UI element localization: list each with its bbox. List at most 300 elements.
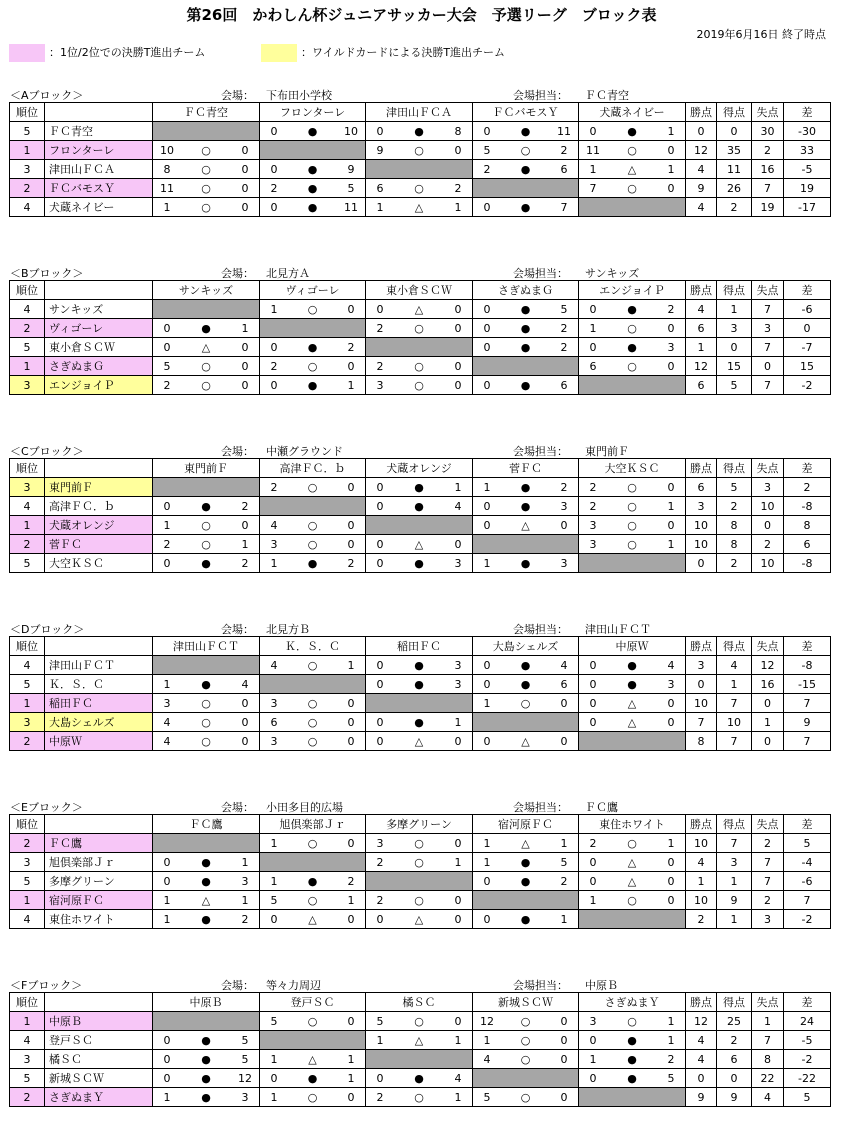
match-result xyxy=(473,1050,579,1069)
result-mark: ○ xyxy=(201,518,211,532)
team-name: 宿河原ＦＣ xyxy=(45,891,153,910)
score-against: 3 xyxy=(454,556,462,570)
opponent-header: 中原Ｗ xyxy=(579,637,686,656)
score-against: 5 xyxy=(241,1052,249,1066)
team-name: 橘ＳＣ xyxy=(45,1050,153,1069)
team-row xyxy=(10,1012,831,1031)
goal-diff-cell: -17 xyxy=(784,198,831,217)
self-match-cell xyxy=(153,656,260,675)
result-mark: ● xyxy=(307,1071,318,1085)
points-cell: 9 xyxy=(686,179,717,198)
match-score xyxy=(372,500,466,513)
score-against: 2 xyxy=(241,912,249,926)
legend-yellow xyxy=(261,44,505,62)
score-against: 0 xyxy=(667,855,675,869)
rank-cell: 3 xyxy=(10,478,45,497)
score-for: 2 xyxy=(376,321,384,335)
points-cell: 12 xyxy=(686,141,717,160)
score-against: 0 xyxy=(560,1090,568,1104)
result-mark: ● xyxy=(307,124,318,138)
score-for: 11 xyxy=(586,143,600,157)
goal-diff-header: 差 xyxy=(784,459,831,478)
opponent-header: ヴィゴーレ xyxy=(260,281,366,300)
goal-diff-cell: -2 xyxy=(784,1050,831,1069)
team-header xyxy=(45,815,153,834)
result-mark: △ xyxy=(414,912,424,926)
score-for: 0 xyxy=(483,302,491,316)
goals-against-cell: 1 xyxy=(752,713,784,732)
result-mark: ○ xyxy=(414,893,424,907)
legend-pink xyxy=(9,44,205,62)
result-mark: ○ xyxy=(414,359,424,373)
score-against: 1 xyxy=(667,1033,675,1047)
result-mark: ● xyxy=(201,499,211,513)
result-mark: △ xyxy=(521,836,530,850)
goals-for-cell: 5 xyxy=(717,478,752,497)
self-match-cell xyxy=(260,497,366,516)
score-against: 3 xyxy=(454,677,462,691)
goal-diff-cell: -6 xyxy=(784,872,831,891)
result-mark: ● xyxy=(520,200,531,214)
match-score xyxy=(479,144,572,157)
match-result xyxy=(366,1012,473,1031)
team-name: 新城ＳＣＷ xyxy=(45,1069,153,1088)
team-name: 津田山ＦＣＴ xyxy=(45,656,153,675)
points-cell: 8 xyxy=(686,732,717,751)
opponent-header: 中原Ｂ xyxy=(153,993,260,1012)
match-result xyxy=(153,376,260,395)
team-row xyxy=(10,732,831,751)
block-table xyxy=(9,636,831,751)
match-result xyxy=(366,497,473,516)
rank-cell: 1 xyxy=(10,357,45,376)
match-score xyxy=(372,735,466,748)
result-mark: ● xyxy=(627,1052,637,1066)
goals-for-cell: 0 xyxy=(717,338,752,357)
result-mark: ○ xyxy=(520,696,531,710)
goals-against-cell: 7 xyxy=(752,300,784,319)
team-row xyxy=(10,1088,831,1107)
team-row xyxy=(10,554,831,573)
score-for: 0 xyxy=(483,658,491,672)
match-result xyxy=(153,732,260,751)
opponent-header: 稲田ＦＣ xyxy=(366,637,473,656)
score-against: 0 xyxy=(454,359,462,373)
score-for: 1 xyxy=(163,677,171,691)
match-score xyxy=(266,201,359,214)
legend-pink-text: ：1位/2位での決勝T進出チーム xyxy=(49,46,206,59)
match-score xyxy=(159,500,253,513)
team-name: 高津ＦＣ．ｂ xyxy=(45,497,153,516)
score-for: 1 xyxy=(163,912,171,926)
goal-diff-cell: 8 xyxy=(784,516,831,535)
result-mark: ● xyxy=(414,715,424,729)
match-score xyxy=(372,201,466,214)
team-name: ＦＣバモスＹ xyxy=(45,179,153,198)
legend-pink-swatch xyxy=(9,44,45,62)
result-mark: △ xyxy=(201,893,211,907)
result-mark: ○ xyxy=(520,143,531,157)
match-score xyxy=(266,894,359,907)
score-for: 0 xyxy=(376,537,384,551)
team-row xyxy=(10,656,831,675)
manager-name: ＦＣ青空 xyxy=(585,89,629,102)
score-for: 5 xyxy=(483,1090,491,1104)
goals-for-cell: 7 xyxy=(717,834,752,853)
score-for: 0 xyxy=(163,1052,171,1066)
score-for: 5 xyxy=(163,359,171,373)
result-mark: △ xyxy=(627,874,637,888)
match-result xyxy=(366,141,473,160)
page-title: 第26回 かわしん杯ジュニアサッカー大会 予選リーグ ブロック表 xyxy=(186,6,657,24)
score-for: 1 xyxy=(483,696,491,710)
match-score xyxy=(585,716,679,729)
result-mark: ○ xyxy=(307,518,318,532)
score-for: 0 xyxy=(163,1033,171,1047)
match-result xyxy=(260,478,366,497)
team-header xyxy=(45,993,153,1012)
header-row xyxy=(10,459,831,478)
self-match-cell xyxy=(579,1088,686,1107)
team-row xyxy=(10,300,831,319)
score-for: 1 xyxy=(589,893,597,907)
match-result xyxy=(260,834,366,853)
points-cell: 4 xyxy=(686,160,717,179)
manager-name: 津田山ＦＣＴ xyxy=(585,623,651,636)
self-match-cell xyxy=(153,834,260,853)
goals-against-cell: 2 xyxy=(752,891,784,910)
score-for: 1 xyxy=(270,1090,278,1104)
match-score xyxy=(159,360,253,373)
score-against: 2 xyxy=(347,874,355,888)
team-name: 登戸ＳＣ xyxy=(45,1031,153,1050)
match-result xyxy=(579,1069,686,1088)
team-name: さぎぬまＹ xyxy=(45,1088,153,1107)
match-result xyxy=(366,910,473,929)
goals-for-cell: 0 xyxy=(717,1069,752,1088)
match-result xyxy=(473,141,579,160)
goal-diff-cell: 24 xyxy=(784,1012,831,1031)
goal-diff-cell: -5 xyxy=(784,1031,831,1050)
match-result xyxy=(579,357,686,376)
score-against: 0 xyxy=(241,340,249,354)
goals-against-cell: 7 xyxy=(752,872,784,891)
self-match-cell xyxy=(153,122,260,141)
match-result xyxy=(366,891,473,910)
team-name: フロンターレ xyxy=(45,141,153,160)
result-mark: △ xyxy=(414,302,424,316)
score-against: 0 xyxy=(560,696,568,710)
match-score xyxy=(159,913,253,926)
goals-for-cell: 4 xyxy=(717,656,752,675)
match-score xyxy=(159,538,253,551)
manager-name: ＦＣ鷹 xyxy=(585,801,618,814)
score-against: 0 xyxy=(347,836,355,850)
match-score xyxy=(372,1015,466,1028)
score-for: 0 xyxy=(483,912,491,926)
score-against: 1 xyxy=(667,1014,675,1028)
score-for: 1 xyxy=(483,1033,491,1047)
venue-name: 下布田小学校 xyxy=(266,89,332,102)
match-result xyxy=(366,713,473,732)
match-result xyxy=(366,179,473,198)
team-name: 旭倶楽部Ｊｒ xyxy=(45,853,153,872)
team-row xyxy=(10,357,831,376)
team-name: 犬蔵ネイビー xyxy=(45,198,153,217)
goals-for-cell: 25 xyxy=(717,1012,752,1031)
points-cell: 0 xyxy=(686,675,717,694)
result-mark: ● xyxy=(201,855,211,869)
score-for: 0 xyxy=(589,696,597,710)
score-against: 10 xyxy=(344,124,358,138)
result-mark: ● xyxy=(520,658,531,672)
result-mark: ● xyxy=(201,1033,211,1047)
goals-against-cell: 3 xyxy=(752,910,784,929)
match-score xyxy=(372,144,466,157)
match-score xyxy=(159,678,253,691)
score-for: 2 xyxy=(483,162,491,176)
score-against: 3 xyxy=(241,874,249,888)
goals-against-cell: 12 xyxy=(752,656,784,675)
match-result xyxy=(473,910,579,929)
score-for: 5 xyxy=(376,1014,384,1028)
rank-cell: 5 xyxy=(10,122,45,141)
score-against: 0 xyxy=(560,1014,568,1028)
self-match-cell xyxy=(366,872,473,891)
score-against: 1 xyxy=(241,855,249,869)
team-row xyxy=(10,376,831,395)
score-against: 6 xyxy=(560,162,568,176)
match-result xyxy=(260,1050,366,1069)
score-for: 1 xyxy=(163,518,171,532)
match-score xyxy=(159,182,253,195)
goals-against-cell: 7 xyxy=(752,376,784,395)
score-for: 1 xyxy=(270,874,278,888)
points-cell: 6 xyxy=(686,478,717,497)
score-against: 0 xyxy=(241,518,249,532)
match-result xyxy=(260,122,366,141)
match-result xyxy=(366,675,473,694)
venue-label: 会場： xyxy=(221,267,254,280)
score-for: 0 xyxy=(376,677,384,691)
match-score xyxy=(266,1072,359,1085)
score-against: 0 xyxy=(241,181,249,195)
score-for: 0 xyxy=(483,874,491,888)
match-result xyxy=(473,497,579,516)
match-result xyxy=(153,179,260,198)
result-mark: ○ xyxy=(307,715,318,729)
points-cell: 4 xyxy=(686,853,717,872)
score-against: 4 xyxy=(560,658,568,672)
match-score xyxy=(372,678,466,691)
rank-cell: 4 xyxy=(10,910,45,929)
goals-for-cell: 7 xyxy=(717,732,752,751)
match-result xyxy=(473,656,579,675)
team-row xyxy=(10,122,831,141)
goals-against-cell: 10 xyxy=(752,554,784,573)
points-cell: 1 xyxy=(686,872,717,891)
self-match-cell xyxy=(260,141,366,160)
opponent-header: ＦＣ鷹 xyxy=(153,815,260,834)
goal-diff-cell: -2 xyxy=(784,376,831,395)
score-against: 0 xyxy=(347,734,355,748)
match-score xyxy=(479,163,572,176)
result-mark: ○ xyxy=(307,359,318,373)
result-mark: ● xyxy=(414,499,424,513)
goals-for-cell: 2 xyxy=(717,497,752,516)
result-mark: △ xyxy=(201,340,211,354)
match-result xyxy=(153,1031,260,1050)
self-match-cell xyxy=(473,713,579,732)
score-against: 0 xyxy=(560,1052,568,1066)
self-match-cell xyxy=(579,198,686,217)
points-cell: 12 xyxy=(686,357,717,376)
goals-against-cell: 2 xyxy=(752,535,784,554)
goals-against-cell: 16 xyxy=(752,160,784,179)
block-table xyxy=(9,992,831,1107)
rank-cell: 4 xyxy=(10,300,45,319)
self-match-cell xyxy=(473,357,579,376)
points-cell: 0 xyxy=(686,1069,717,1088)
block-header xyxy=(10,799,830,813)
result-mark: ● xyxy=(520,912,531,926)
points-header: 勝点 xyxy=(686,637,717,656)
score-against: 3 xyxy=(667,677,675,691)
self-match-cell xyxy=(473,535,579,554)
score-for: 12 xyxy=(480,1014,494,1028)
score-against: 9 xyxy=(347,162,355,176)
venue-name: 中瀬グラウンド xyxy=(266,445,343,458)
header-row xyxy=(10,103,831,122)
score-against: 2 xyxy=(560,143,568,157)
match-result xyxy=(579,1012,686,1031)
update-date: 2019年6月16日 終了時点 xyxy=(696,28,826,41)
score-against: 0 xyxy=(560,518,568,532)
match-score xyxy=(479,481,572,494)
team-row xyxy=(10,160,831,179)
goals-against-cell: 0 xyxy=(752,694,784,713)
match-score xyxy=(479,837,572,850)
match-score xyxy=(372,894,466,907)
result-mark: ○ xyxy=(307,893,318,907)
goals-against-cell: 16 xyxy=(752,675,784,694)
match-score xyxy=(372,538,466,551)
match-score xyxy=(372,303,466,316)
score-against: 0 xyxy=(241,359,249,373)
match-score xyxy=(585,341,679,354)
block-header xyxy=(10,87,830,101)
score-against: 1 xyxy=(560,912,568,926)
team-name: 菅ＦＣ xyxy=(45,535,153,554)
points-cell: 10 xyxy=(686,891,717,910)
match-score xyxy=(372,557,466,570)
result-mark: ○ xyxy=(307,1014,318,1028)
score-against: 11 xyxy=(344,200,358,214)
result-mark: ● xyxy=(627,340,637,354)
score-for: 0 xyxy=(483,677,491,691)
rank-header: 順位 xyxy=(10,103,45,122)
match-score xyxy=(585,1034,679,1047)
goals-against-cell: 0 xyxy=(752,516,784,535)
rank-cell: 1 xyxy=(10,516,45,535)
match-score xyxy=(585,125,679,138)
score-for: 0 xyxy=(376,302,384,316)
score-for: 0 xyxy=(270,124,278,138)
match-result xyxy=(153,497,260,516)
score-against: 0 xyxy=(667,143,675,157)
goals-against-header: 失点 xyxy=(752,993,784,1012)
score-for: 1 xyxy=(483,836,491,850)
result-mark: ○ xyxy=(627,499,637,513)
points-cell: 0 xyxy=(686,554,717,573)
match-result xyxy=(473,319,579,338)
points-header: 勝点 xyxy=(686,459,717,478)
result-mark: ● xyxy=(520,302,531,316)
team-name: 東門前Ｆ xyxy=(45,478,153,497)
match-result xyxy=(153,1088,260,1107)
goals-against-cell: 3 xyxy=(752,319,784,338)
self-match-cell xyxy=(366,160,473,179)
score-for: 5 xyxy=(270,893,278,907)
match-score xyxy=(266,379,359,392)
score-against: 0 xyxy=(241,715,249,729)
rank-cell: 1 xyxy=(10,694,45,713)
opponent-header: 宿河原ＦＣ xyxy=(473,815,579,834)
match-score xyxy=(372,913,466,926)
score-against: 11 xyxy=(557,124,571,138)
score-for: 0 xyxy=(376,556,384,570)
match-result xyxy=(153,910,260,929)
team-name: 大島シェルズ xyxy=(45,713,153,732)
result-mark: ● xyxy=(307,378,318,392)
score-for: 2 xyxy=(376,855,384,869)
match-score xyxy=(266,716,359,729)
team-row xyxy=(10,910,831,929)
match-score xyxy=(266,538,359,551)
goal-diff-cell: 9 xyxy=(784,713,831,732)
team-row xyxy=(10,179,831,198)
result-mark: ○ xyxy=(307,480,318,494)
points-cell: 3 xyxy=(686,656,717,675)
goal-diff-header: 差 xyxy=(784,103,831,122)
goal-diff-cell: -4 xyxy=(784,853,831,872)
match-score xyxy=(159,144,253,157)
goal-diff-cell: -22 xyxy=(784,1069,831,1088)
result-mark: ● xyxy=(307,181,318,195)
score-for: 1 xyxy=(483,855,491,869)
match-score xyxy=(159,201,253,214)
score-against: 8 xyxy=(454,124,462,138)
score-against: 1 xyxy=(667,124,675,138)
match-score xyxy=(479,856,572,869)
match-score xyxy=(479,303,572,316)
match-score xyxy=(266,125,359,138)
result-mark: ● xyxy=(201,677,211,691)
score-against: 0 xyxy=(347,518,355,532)
score-against: 0 xyxy=(667,874,675,888)
score-against: 0 xyxy=(347,359,355,373)
team-row xyxy=(10,1069,831,1088)
match-result xyxy=(153,675,260,694)
goals-for-cell: 8 xyxy=(717,535,752,554)
header-row xyxy=(10,281,831,300)
block-header xyxy=(10,443,830,457)
points-cell: 7 xyxy=(686,713,717,732)
self-match-cell xyxy=(260,853,366,872)
opponent-header: 津田山ＦＣＡ xyxy=(366,103,473,122)
result-mark: ● xyxy=(520,321,531,335)
match-result xyxy=(473,1088,579,1107)
